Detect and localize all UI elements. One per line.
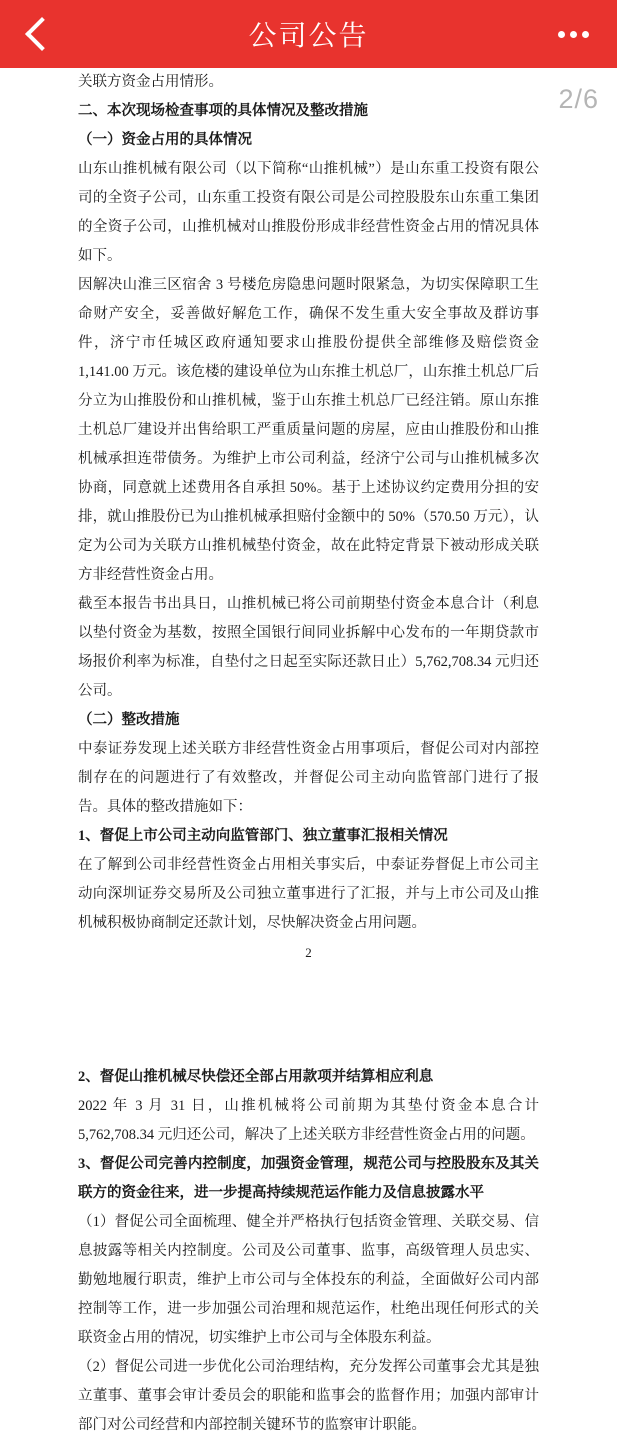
more-dots-icon (582, 31, 589, 38)
app-header (0, 0, 617, 68)
page-break (78, 967, 539, 1063)
measure-heading-2: 2、督促山推机械尽快偿还全部占用款项并结算相应利息 (78, 1069, 434, 1085)
section-heading: 二、本次现场检查事项的具体情况及整改措施 (78, 103, 368, 119)
subsection-heading-2: （二）整改措施 (78, 712, 180, 728)
paragraph: 在了解到公司非经营性资金占用相关事实后，中泰证券督促上市公司主动向深圳证券交易所及公司独立董事进行了汇报，并与上市公司及山推机械积极协商制定还款计划，尽快解决资金占用问题。 (78, 857, 539, 931)
page-title: 公司公告 (248, 20, 369, 51)
paragraph: 中泰证券发现上述关联方非经营性资金占用事项后，督促公司对内部控制存在的问题进行了有效整改，并督促公司主动向监管部门进行了报告。具体的整改措施如下： (78, 741, 539, 815)
paragraph: 因解决山淮三区宿舍 3 号楼危房隐患问题时限紧急，为切实保障职工生命财产安全，妥善做好解危工作，确保不发生重大安全事故及群访事件，济宁市任城区政府通知要求山推股份提供全部维修及赔偿资金 1,141.00 万元。该危楼的建设单位为山东推土机总厂，山东推土机总厂后分立为山推股份和山推机械，鉴于山东推土机总厂已经注销。原山东推土机总厂建设并出售给职工严重质量问题的房屋，应由山推股份和山推机械承担连带债务。为维护上市公司利益，经济宁公司与山推机械多次协商，同意就上述费用各自承担 50%。基于上述协议约定费用分担的安排，就山推股份已为山推机械承担赔付金额中的 50%（570.50 万元），认定为公司为关联方山推机械垫付资金，故在此特定背景下被动形成关联方非经营性资金占用。 (78, 277, 539, 583)
subsection-heading-1: （一）资金占用的具体情况 (78, 132, 252, 148)
measure-heading-1: 1、督促上市公司主动向监管部门、独立董事汇报相关情况 (78, 828, 448, 844)
paragraph: （2）督促公司进一步优化公司治理结构，充分发挥公司董事会尤其是独立董事、董事会审计委员会的职能和监事会的监督作用；加强内部审计部门对公司经营和内部控制关键环节的监察审计职能。 (78, 1359, 539, 1433)
paragraph: 2022 年 3 月 31 日，山推机械将公司前期为其垫付资金本息合计 5,762,708.34 元归还公司，解决了上述关联方非经营性资金占用的问题。 (78, 1098, 539, 1143)
page-indicator: 2/6 (558, 84, 599, 114)
chevron-left-icon (25, 17, 59, 51)
document-content (0, 68, 617, 1440)
paragraph-tail: 关联方资金占用情形。 (78, 74, 223, 90)
paragraph: 山东山推机械有限公司（以下简称“山推机械”）是山东重工投资有限公司的全资子公司，山东重工投资有限公司是公司控股股东山东重工集团的全资子公司，山推机械对山推股份形成非经营性资金占用的情况具体如下。 (78, 161, 539, 264)
more-options-button[interactable] (551, 14, 595, 54)
paragraph: （1）督促公司全面梳理、健全并严格执行包括资金管理、关联交易、信息披露等相关内控制度。公司及公司董事、监事，高级管理人员忠实、勤勉地履行职责，维护上市公司与全体投东的利益，全面做好公司内部控制等工作，进一步加强公司治理和规范运作，杜绝出现任何形式的关联资金占用的情况，切实维护上市公司与全体股东利益。 (78, 1214, 539, 1346)
back-button[interactable] (22, 14, 62, 54)
more-dots-icon (570, 31, 577, 38)
more-dots-icon (558, 31, 565, 38)
page-number-footer: 2 (305, 945, 312, 960)
paragraph: 截至本报告书出具日，山推机械已将公司前期垫付资金本息合计（利息以垫付资金为基数，按照全国银行间同业拆解中心发布的一年期贷款市场报价利率为标准，自垫付之日起至实际还款日止）5,762,708.34 元归还公司。 (78, 596, 539, 699)
measure-heading-3: 3、督促公司完善内控制度，加强资金管理，规范公司与控股股东及其关联方的资金往来，进一步提高持续规范运作能力及信息披露水平 (78, 1156, 539, 1201)
